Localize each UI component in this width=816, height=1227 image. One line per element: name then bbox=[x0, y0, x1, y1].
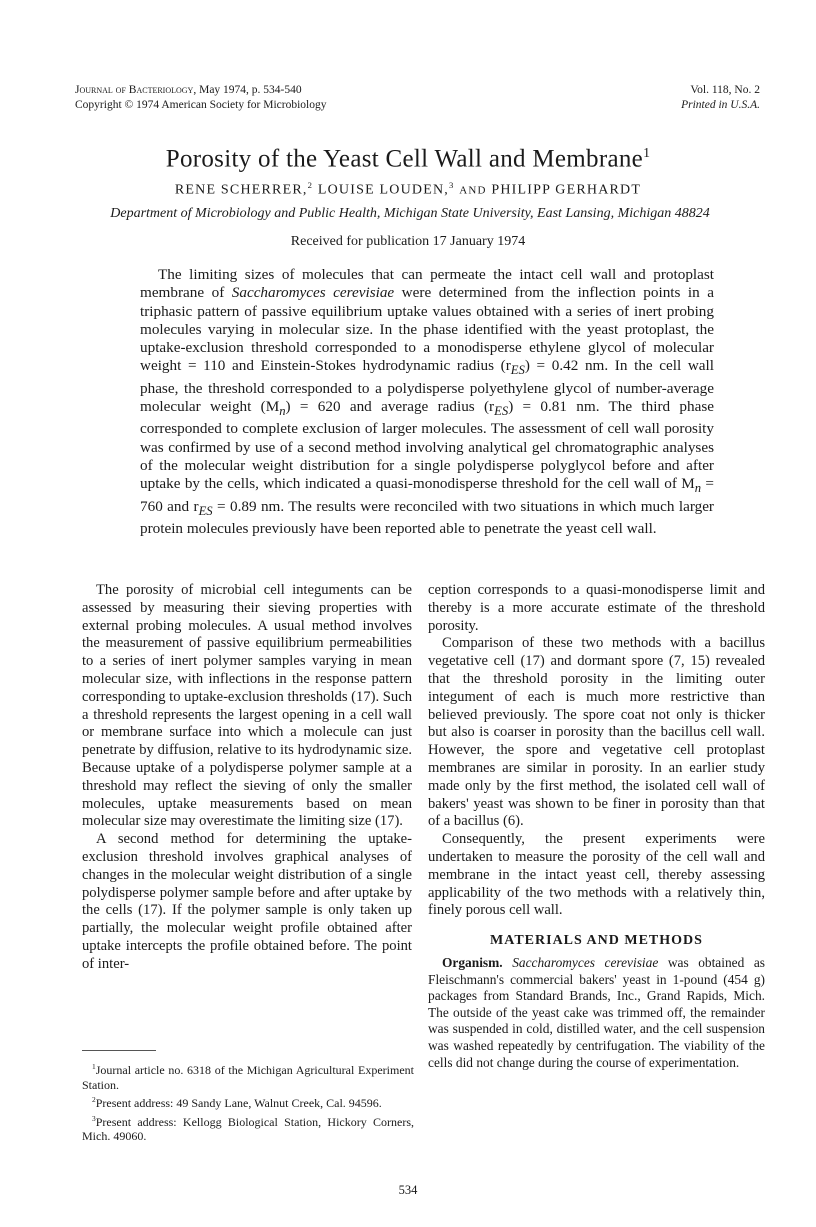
left-column bbox=[82, 582, 412, 974]
footnote-1-mark: 1 bbox=[92, 1062, 96, 1071]
footnote-1 bbox=[82, 1060, 414, 1092]
abstract bbox=[140, 266, 714, 538]
methods-organism-text: was obtained as Fleischmann's commercial bakers' yeast in 1-pound (454 g) packages from Standard Brands, Inc., Grand Rapids, Mich. The outside of the yeast cake was trimmed off, the remainder was suspended in cold, distilled water, and the cell suspension was washed repeatedly by centrifugation. The viability of the cells did not change during the course of experimentation. bbox=[428, 954, 765, 1070]
abstract-text-3: ) = 0.42 nm. In the cell wall phase, the threshold corresponded to a polydisperse polyethylene glycol of number-average molecular weight (M bbox=[140, 357, 714, 416]
footnote-3-mark: 3 bbox=[92, 1113, 96, 1123]
author-louden-mark: 3 bbox=[448, 180, 455, 190]
abstract-text-7: = 0.89 nm. The results were reconciled with two situations in which much larger protein molecules previously have been reported able to penetrate the yeast cell wall. bbox=[140, 497, 714, 537]
intro-paragraph-1: The porosity of microbial cell integuments can be assessed by measuring their sieving properties with external probing molecules. A usual method involves the measurement of passive equilibrium permeabilities to a series of inert polymer samples varying in mean molecular size, with inflections in the response pattern corresponding to uptake-exclusion thresholds (17). Such a threshold represents the largest opening in a cell wall or membrane surface into which a molecule can just penetrate by diffusion, relative to its hydrodynamic size. Because uptake of a polydisperse polymer sample at a threshold may reflect the sieving of only the smaller molecules, uptake measurements based on mean molecular size may overestimate the limiting size (17). bbox=[82, 582, 412, 830]
intro-paragraph-5: Consequently, the present experiments were undertaken to measure the porosity of the cell wall and membrane in the intact yeast cell, thereby assessing applicability of the two methods with a relatively thin, finely porous cell wall. bbox=[428, 831, 765, 919]
footnote-2-mark: 2 bbox=[92, 1095, 96, 1105]
intro-paragraph-4: Comparison of these two methods with a bacillus vegetative cell (17) and dormant spore (7, 15) revealed that the threshold porosity in the limiting outer integument of each is much more restrictive than believed previously. The spore coat not only is thicker but also is coarser in porosity than the bacillus cell wall. However, the spore and vegetative cell protoplast membranes are similar in porosity. In an earlier study made only by the first method, the isolated cell wall of bakers' yeast was shown to be finer in porosity than that of a bacillus (6). bbox=[428, 635, 765, 830]
printed-line: Printed in U.S.A. bbox=[681, 99, 760, 111]
abstract-sub-n-1: n bbox=[279, 404, 286, 419]
author-louden: LOUISE LOUDEN, bbox=[317, 182, 449, 198]
footnote-1-text: Journal article no. 6318 of the Michigan Agricultural Experiment Station. bbox=[82, 1063, 414, 1092]
author-scherrer-mark: 2 bbox=[307, 180, 314, 190]
footnotes bbox=[82, 1060, 414, 1145]
abstract-sub-es-3: ES bbox=[198, 503, 213, 518]
author-and: AND bbox=[459, 184, 487, 197]
journal-date-pages: May 1974, p. 534-540 bbox=[199, 84, 302, 96]
footnote-3-text: Present address: Kellogg Biological Station, Hickory Corners, Mich. 49060. bbox=[82, 1114, 414, 1144]
author-gerhardt: PHILIPP GERHARDT bbox=[491, 182, 642, 198]
methods-organism-label: Organism. bbox=[442, 954, 503, 970]
running-header-right bbox=[681, 83, 760, 113]
intro-paragraph-2: A second method for determining the uptake-exclusion threshold involves graphical analyses of changes in the molecular weight distribution of a single polydisperse polymer sample before and after uptake by the cells (17). If the polymer sample is only taken up partially, the molecular weight profile obtained after uptake intercepts the profile obtained before. The point of inter- bbox=[82, 831, 412, 972]
footnote-2-text: Present address: 49 Sandy Lane, Walnut Creek, Cal. 94596. bbox=[95, 1096, 382, 1111]
footnote-divider bbox=[82, 1050, 156, 1051]
received-date: Received for publication 17 January 1974 bbox=[290, 234, 526, 249]
journal-name: Journal of Bacteriology, bbox=[75, 84, 197, 96]
footnote-3 bbox=[82, 1112, 414, 1144]
running-header-left bbox=[75, 83, 326, 113]
paper-title-text: Porosity of the Yeast Cell Wall and Membrane bbox=[165, 145, 644, 173]
section-heading: MATERIALS AND METHODS bbox=[490, 933, 703, 949]
intro-paragraph-3: ception corresponds to a quasi-monodisperse limit and thereby is a more accurate estimate of the threshold porosity. bbox=[428, 582, 765, 634]
abstract-sub-n-2: n bbox=[694, 481, 702, 496]
methods-organism-paragraph bbox=[428, 955, 765, 1071]
author-scherrer: RENE SCHERRER, bbox=[174, 182, 308, 198]
footnote-2 bbox=[82, 1093, 414, 1111]
abstract-text-6: = 760 and r bbox=[140, 475, 714, 515]
author-list bbox=[0, 180, 816, 199]
copyright-line: Copyright © 1974 American Society for Microbiology bbox=[75, 99, 327, 111]
paper-title bbox=[0, 145, 816, 173]
right-column bbox=[428, 582, 765, 1071]
title-footnote-mark: 1 bbox=[643, 145, 651, 160]
affiliation: Department of Microbiology and Public Health, Michigan State University, East Lansing, Michigan 48824 bbox=[110, 206, 710, 221]
methods-organism-name: Saccharomyces cerevisiae bbox=[512, 954, 659, 970]
abstract-text-4: ) = 620 and average radius (r bbox=[285, 398, 495, 416]
volume-line: Vol. 118, No. 2 bbox=[690, 84, 760, 96]
abstract-text-5: ) = 0.81 nm. The third phase corresponded to complete exclusion of larger molecules. The assessment of cell wall porosity was confirmed by use of a second method involving analytical gel chromatographic analyses of the molecular weight distribution for a single polydisperse polyglycol before and after uptake by the cells, which indicated a quasi-monodisperse threshold for the cell wall of M bbox=[140, 398, 714, 493]
abstract-organism: Saccharomyces cerevisiae bbox=[231, 284, 395, 302]
abstract-sub-es-2: ES bbox=[494, 404, 509, 419]
page-number: 534 bbox=[398, 1183, 418, 1197]
abstract-sub-es-1: ES bbox=[510, 363, 525, 378]
abstract-text-1: The limiting sizes of molecules that can permeate the intact cell wall and protoplast membrane of bbox=[140, 266, 714, 302]
abstract-text-2: were determined from the inflection points in a triphasic pattern of passive equilibrium uptake values obtained with a series of inert probing molecules varying in molecular size. In the phase identified with the yeast protoplast, the uptake-exclusion threshold corresponded to a monodisperse ethylene glycol of molecular weight = 110 and Einstein-Stokes hydrodynamic radius (r bbox=[140, 284, 714, 375]
